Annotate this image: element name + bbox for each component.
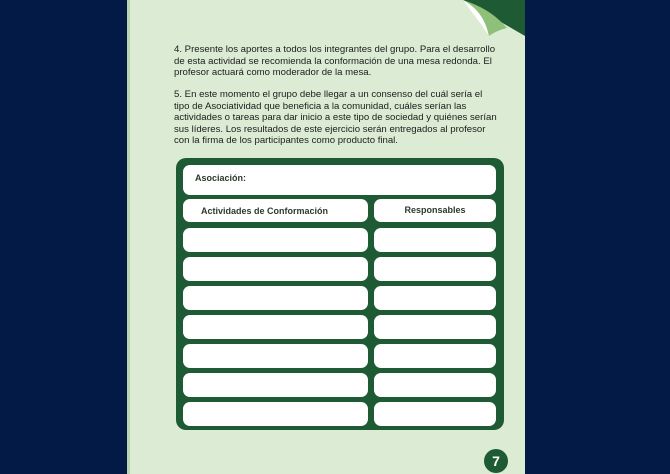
activity-cell[interactable] — [183, 344, 368, 368]
activity-cell[interactable] — [183, 286, 368, 310]
association-form — [176, 158, 504, 430]
page-curl-icon — [463, 0, 525, 36]
activity-cell[interactable] — [183, 402, 368, 426]
document-page — [130, 0, 525, 474]
association-field[interactable] — [183, 165, 496, 195]
responsible-cell[interactable] — [374, 402, 496, 426]
instruction-step-4: 4. Presente los aportes a todos los integrantes del grupo. Para el desarrollo de esta actividad se recomienda la conformación de una mesa redonda. El profesor actuará como moderador de la mesa. — [174, 44, 496, 79]
activities-header: Actividades de Conformación — [183, 199, 368, 222]
responsibles-header: Responsables — [374, 199, 496, 222]
activity-cell[interactable] — [183, 373, 368, 397]
responsible-cell[interactable] — [374, 228, 496, 252]
activity-cell[interactable] — [183, 257, 368, 281]
page-number: 7 — [484, 449, 508, 473]
activity-cell[interactable] — [183, 315, 368, 339]
activity-cell[interactable] — [183, 228, 368, 252]
responsible-cell[interactable] — [374, 373, 496, 397]
responsible-cell[interactable] — [374, 257, 496, 281]
responsible-cell[interactable] — [374, 315, 496, 339]
association-label: Asociación: — [195, 173, 247, 183]
instruction-step-5: 5. En este momento el grupo debe llegar a un consenso del cuál sería el tipo de Asociatividad que beneficia a la comunidad, cuáles serían las actividades o tareas para dar inicio a este tipo de sociedad y quiénes serían sus líderes. Los resultados de este ejercicio serán entregados al profesor con la firma de los participantes como producto final. — [174, 89, 497, 147]
responsible-cell[interactable] — [374, 344, 496, 368]
responsible-cell[interactable] — [374, 286, 496, 310]
